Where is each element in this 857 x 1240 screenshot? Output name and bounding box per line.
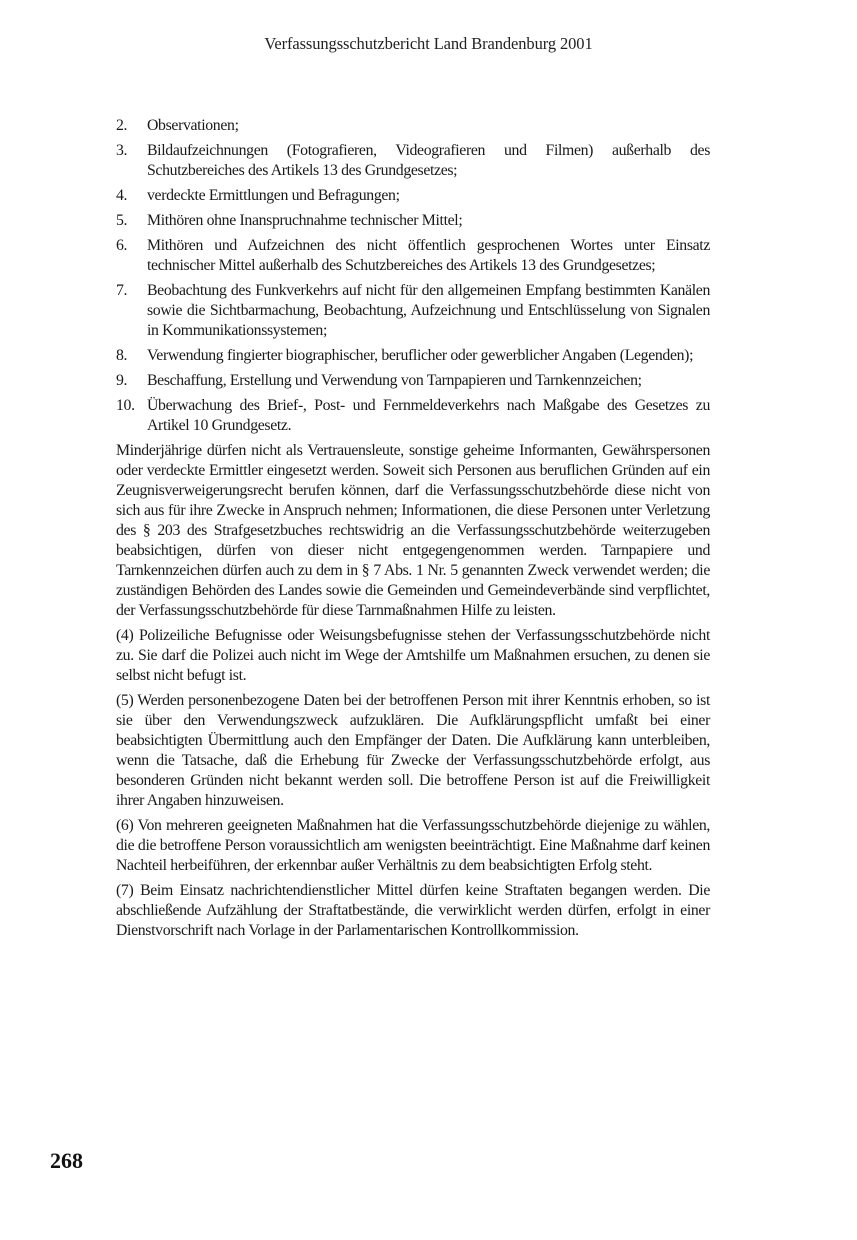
list-item-text: Überwachung des Brief-, Post- und Fernmeldeverkehrs nach Maßgabe des Gesetzes zu Artikel 10 Grundgesetz.	[147, 397, 710, 434]
paragraph-7: (7) Beim Einsatz nachrichtendienstlicher Mittel dürfen keine Straftaten begangen werden. Die abschließende Aufzählung der Straftatbestände, die verwirklicht werden dürfen, erfolgt in einer Dienstvorschrift nach Vorlage in der Parlamentarischen Kontrollkommission.	[116, 882, 710, 939]
measures-list	[116, 116, 710, 436]
list-item	[116, 371, 710, 391]
list-item	[116, 116, 710, 136]
list-item-text: Bildaufzeichnungen (Fotografieren, Videografieren und Filmen) außerhalb des Schutzbereiches des Artikels 13 des Grundgesetzes;	[147, 142, 710, 179]
list-item-text: Verwendung fingierter biographischer, beruflicher oder gewerblicher Angaben (Legenden);	[147, 347, 694, 364]
list-item-text: verdeckte Ermittlungen und Befragungen;	[147, 187, 400, 204]
list-item-text: Beobachtung des Funkverkehrs auf nicht für den allgemeinen Empfang bestimmten Kanälen sowie die Sichtbarmachung, Beobachtung, Aufzeichnung und Entschlüsselung von Signalen in Kommunikationssystemen;	[147, 282, 710, 339]
list-item	[116, 396, 710, 436]
list-item-text: Beschaffung, Erstellung und Verwendung von Tarnpapieren und Tarnkennzeichen;	[147, 372, 642, 389]
list-item	[116, 186, 710, 206]
running-header: Verfassungsschutzbericht Land Brandenburg 2001	[264, 34, 593, 53]
list-item-number: 10.	[116, 397, 135, 414]
list-item-number: 5.	[116, 212, 128, 229]
list-item	[116, 211, 710, 231]
list-item-number: 4.	[116, 187, 128, 204]
list-item-text: Mithören ohne Inanspruchnahme technischer Mittel;	[147, 212, 463, 229]
list-item-number: 2.	[116, 117, 128, 134]
paragraph-4: (4) Polizeiliche Befugnisse oder Weisungsbefugnisse stehen der Verfassungsschutzbehörde nicht zu. Sie darf die Polizei auch nicht im Wege der Amtshilfe um Maßnahmen ersuchen, zu denen sie selbst nicht befugt ist.	[116, 627, 710, 684]
paragraph-minors: Minderjährige dürfen nicht als Vertrauensleute, sonstige geheime Informanten, Gewährspersonen oder verdeckte Ermittler eingesetzt werden. Soweit sich Personen aus beruflichen Gründen auf ein Zeugnisverweigerungsrecht berufen können, darf die Verfassungsschutzbehörde diese nicht von sich aus für ihre Zwecke in Anspruch nehmen; Informationen, die diese Personen unter Verletzung des § 203 des Strafgesetzbuches rechtswidrig an die Verfassungsschutzbehörde weiterzugeben beabsichtigen, dürfen von dieser nicht entgegengenommen werden. Tarnpapiere und Tarnkennzeichen dürfen auch zu dem in § 7 Abs. 1 Nr. 5 genannten Zweck verwendet werden; die zuständigen Behörden des Landes sowie die Gemeinden und Gemeindeverbände sind verpflichtet, der Verfassungsschutzbehörde für diese Tarnmaßnahmen Hilfe zu leisten.	[116, 442, 710, 619]
list-item-text: Observationen;	[147, 117, 239, 134]
list-item	[116, 141, 710, 181]
list-item-number: 8.	[116, 347, 128, 364]
paragraph-5: (5) Werden personenbezogene Daten bei der betroffenen Person mit ihrer Kenntnis erhoben, so ist sie über den Verwendungszweck aufzuklären. Die Aufklärungspflicht umfaßt bei einer beabsichtigten Übermittlung auch den Empfänger der Daten. Die Aufklärung kann unterbleiben, wenn die Tatsache, daß die Erhebung für Zwecke der Verfassungsschutzbehörde erfolgt, aus besonderen Gründen nicht bekannt werden soll. Die betroffene Person ist auf die Freiwilligkeit ihrer Angaben hinzuweisen.	[116, 692, 710, 809]
list-item-number: 3.	[116, 142, 128, 159]
list-item	[116, 236, 710, 276]
list-item-number: 9.	[116, 372, 128, 389]
list-item-text: Mithören und Aufzeichnen des nicht öffentlich gesprochenen Wortes unter Einsatz technischer Mittel außerhalb des Schutzbereiches des Artikels 13 des Grundgesetzes;	[147, 237, 710, 274]
document-body	[116, 116, 710, 946]
paragraph-6: (6) Von mehreren geeigneten Maßnahmen hat die Verfassungsschutzbehörde diejenige zu wählen, die die betroffene Person voraussichtlich am wenigsten beeinträchtigt. Eine Maßnahme darf keinen Nachteil herbeiführen, der erkennbar außer Verhältnis zu dem beabsichtigten Erfolg steht.	[116, 817, 710, 874]
page-number: 268	[50, 1148, 83, 1173]
list-item-number: 7.	[116, 282, 128, 299]
list-item	[116, 281, 710, 341]
list-item	[116, 346, 710, 366]
list-item-number: 6.	[116, 237, 128, 254]
